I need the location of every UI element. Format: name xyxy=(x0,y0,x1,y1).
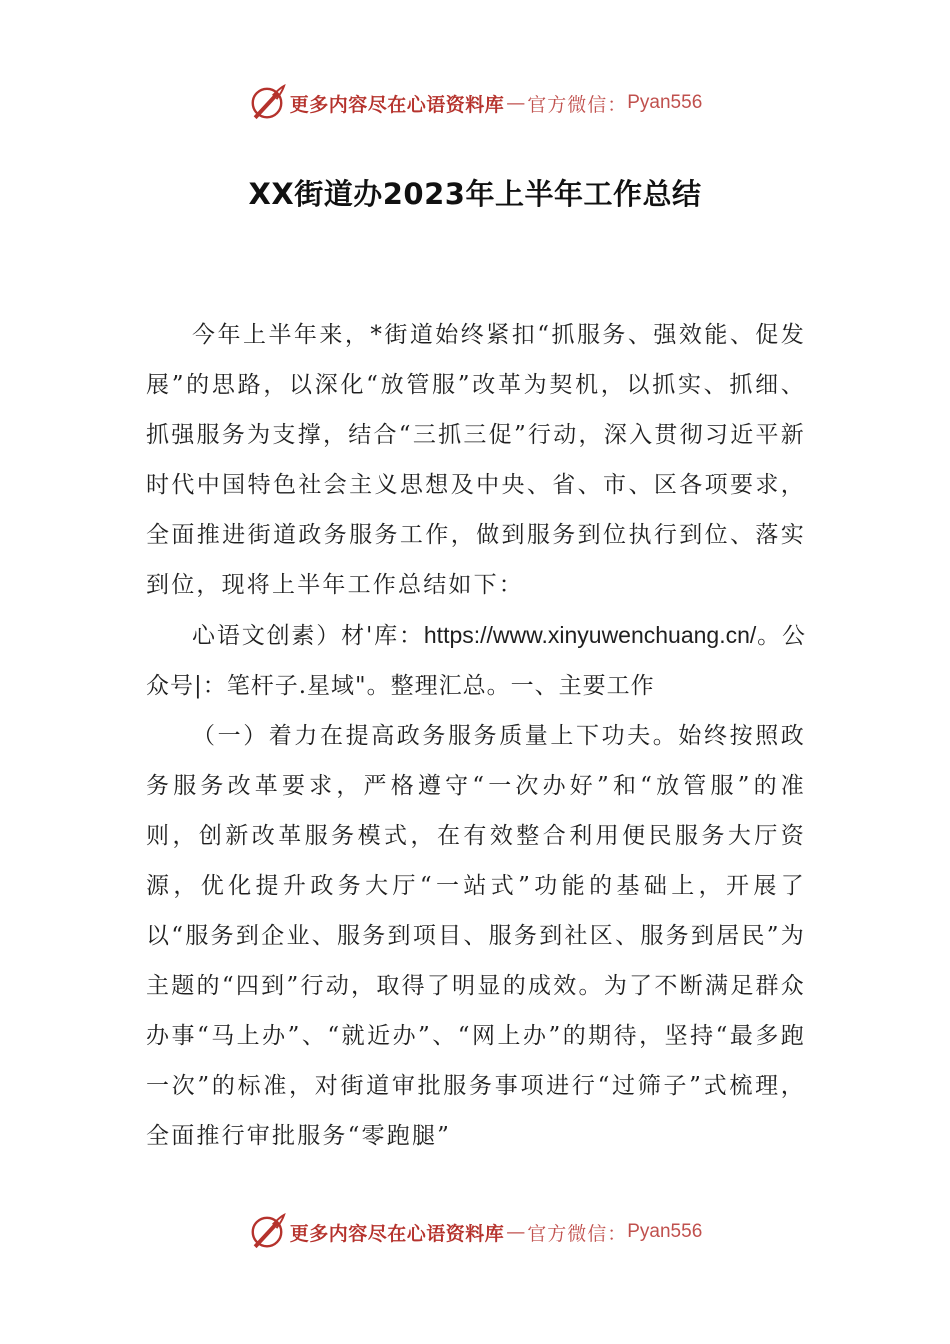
banner-official-label: 官方微信： xyxy=(527,1222,628,1245)
pen-logo-icon xyxy=(248,84,286,122)
banner-wechat-id: Pyan556 xyxy=(627,1221,703,1242)
document-body xyxy=(146,310,806,1161)
banner-dash: — xyxy=(506,92,526,114)
document-title: XX街道办2023年上半年工作总结 xyxy=(248,177,702,211)
banner-text: 更多内容尽在心语资料库 xyxy=(289,1222,505,1245)
section-one-paragraph: （一）着力在提高政务服务质量上下功夫。始终按照政务服务改革要求，严格遵守“一次办好”和“放管服”的准则，创新改革服务模式，在有效整合利用便民服务大厅资源，优化提升政务大厅“一站式”功能的基础上，开展了以“服务到企业、服务到项目、服务到社区、服务到居民”为主题的“四到”行动，取得了明显的成效。为了不断满足群众办事“马上办”、“就近办”、“网上办”的期待，坚持“最多跑一次”的标准，对街道审批服务事项进行“过筛子”式梳理，全面推行审批服务“零跑腿” xyxy=(146,723,806,1149)
pen-logo-icon xyxy=(248,1213,286,1251)
source-prefix: 心语文创素）材'库： xyxy=(192,623,424,649)
header-banner xyxy=(0,83,950,123)
banner-text: 更多内容尽在心语资料库 xyxy=(289,93,505,116)
banner-official-label: 官方微信： xyxy=(527,93,628,116)
source-line xyxy=(146,610,806,711)
banner-dash: — xyxy=(506,1221,526,1243)
footer-banner xyxy=(0,1212,950,1252)
source-suffix: 。公众号|：笔杆子.星域"。整理汇总。一、主要工作 xyxy=(146,623,807,699)
intro-paragraph: 今年上半年来，*街道始终紧扣“抓服务、强效能、促发展”的思路，以深化“放管服”改革为契机，以抓实、抓细、抓强服务为支撑，结合“三抓三促”行动，深入贯彻习近平新时代中国特色社会主义思想及中央、省、市、区各项要求，全面推进街道政务服务工作，做到服务到位执行到位、落实到位，现将上半年工作总结如下： xyxy=(146,322,806,598)
source-url: https://www.xinyuwenchuang.cn/ xyxy=(423,622,757,648)
banner-wechat-id: Pyan556 xyxy=(627,92,703,113)
